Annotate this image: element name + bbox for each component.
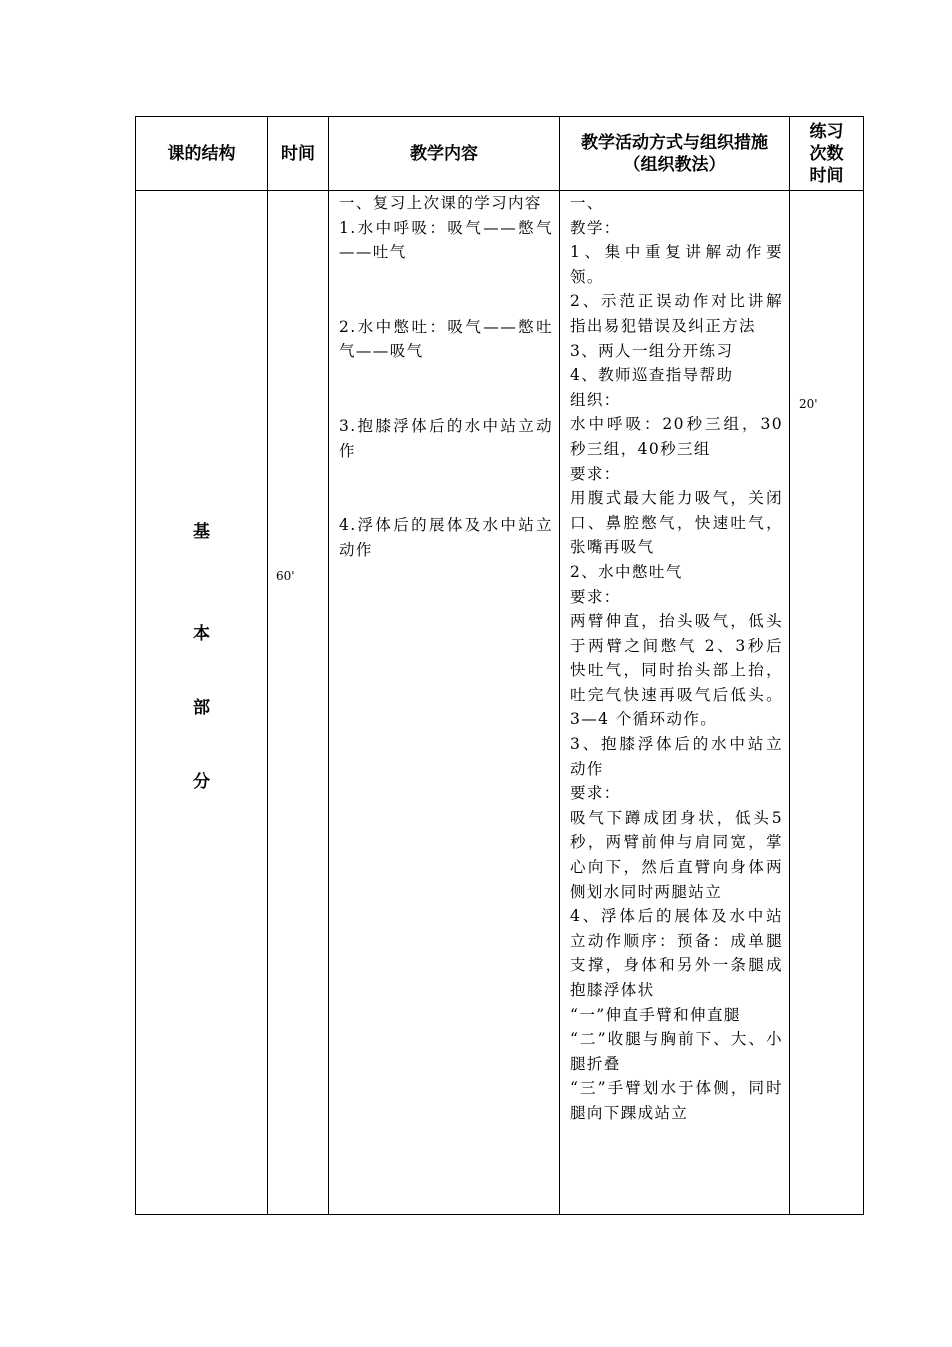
method-line: 3、两人一组分开练习 bbox=[570, 341, 734, 360]
method-line: “二”收腿与胸前下、大、小腿折叠 bbox=[570, 1030, 783, 1073]
header-row bbox=[136, 117, 864, 191]
header-time: 时间 bbox=[268, 117, 329, 191]
header-reps bbox=[790, 117, 864, 191]
method-line: “一”伸直手臂和伸直腿 bbox=[570, 1005, 741, 1024]
header-reps-line3: 时间 bbox=[809, 165, 844, 186]
method-line: 教学： bbox=[570, 218, 621, 237]
method-line: 要求： bbox=[570, 464, 621, 483]
header-reps-line2: 次数 bbox=[809, 143, 844, 164]
method-line: 水中呼吸：20秒三组，30秒三组，40秒三组 bbox=[570, 415, 783, 458]
content-item-2: 2.水中憋吐：吸气——憋吐气——吸气 bbox=[339, 317, 553, 361]
header-content: 教学内容 bbox=[329, 117, 560, 191]
header-method-line1: 教学活动方式与组织措施 bbox=[581, 132, 768, 153]
section-char-3: 部 bbox=[193, 698, 210, 718]
basic-section-row bbox=[136, 191, 864, 1215]
method-cell bbox=[560, 191, 790, 1215]
section-char-2: 本 bbox=[193, 624, 210, 644]
method-line: 用腹式最大能力吸气，关闭口、鼻腔憋气，快速吐气，张嘴再吸气 bbox=[570, 489, 783, 557]
section-time: 60' bbox=[276, 569, 295, 583]
method-line: 4、教师巡查指导帮助 bbox=[570, 366, 734, 385]
method-line: 4、浮体后的展体及水中站立动作顺序：预备：成单腿支撑，身体和另外一条腿成抱膝浮体状 bbox=[570, 907, 783, 999]
method-line: 组织： bbox=[570, 390, 621, 409]
header-structure: 课的结构 bbox=[136, 117, 268, 191]
content-item-3: 3.抱膝浮体后的水中站立动作 bbox=[339, 416, 553, 460]
section-label-cell bbox=[136, 191, 268, 1215]
section-char-4: 分 bbox=[193, 772, 210, 792]
method-line: 一、 bbox=[570, 194, 604, 212]
header-reps-line1: 练习 bbox=[809, 121, 844, 142]
section-char-1: 基 bbox=[193, 522, 210, 542]
method-line: 要求： bbox=[570, 784, 621, 803]
reps-time-cell bbox=[790, 191, 864, 1215]
header-method bbox=[560, 117, 790, 191]
method-line: 3、抱膝浮体后的水中站立动作 bbox=[570, 735, 783, 778]
time-cell bbox=[268, 191, 329, 1215]
method-line: 2、示范正误动作对比讲解指出易犯错误及纠正方法 bbox=[570, 292, 783, 335]
method-line: 吸气下蹲成团身状，低头5秒，两臂前伸与肩同宽，掌心向下，然后直臂向身体两侧划水同时两腿站立 bbox=[570, 808, 783, 901]
lesson-plan-table bbox=[135, 116, 864, 1215]
method-line: 两臂伸直，抬头吸气，低头于两臂之间憋气 2、3秒后快吐气，同时抬头部上抬，吐完气快速再吸气后低头。3—4 个循环动作。 bbox=[570, 612, 783, 729]
content-item-4: 4.浮体后的展体及水中站立动作 bbox=[339, 516, 553, 559]
method-line: 2、水中憋吐气 bbox=[570, 562, 683, 581]
content-item-1: 1.水中呼吸：吸气——憋气——吐气 bbox=[339, 218, 553, 262]
content-intro: 一、复习上次课的学习内容 bbox=[339, 194, 542, 212]
content-cell bbox=[329, 191, 560, 1215]
header-method-line2: （组织教法） bbox=[623, 154, 726, 175]
method-line: “三”手臂划水于体侧，同时腿向下踝成站立 bbox=[570, 1079, 783, 1122]
method-line: 1、集中重复讲解动作要领。 bbox=[570, 243, 783, 286]
method-line: 要求： bbox=[570, 587, 621, 606]
reps-time: 20' bbox=[799, 397, 818, 411]
